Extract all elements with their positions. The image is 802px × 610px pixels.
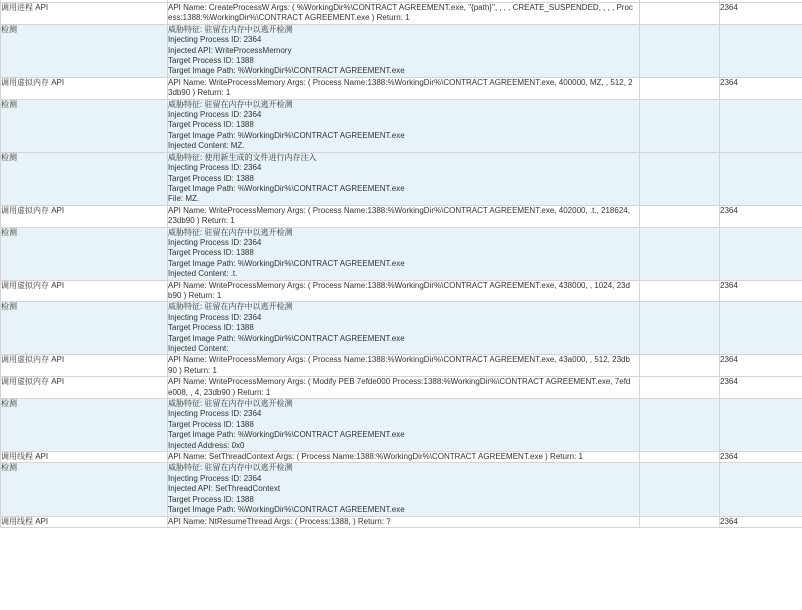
event-type-cell: 检测 bbox=[1, 152, 168, 205]
detail-line: Target Process ID: 1388 bbox=[168, 419, 254, 429]
empty-cell bbox=[640, 152, 720, 205]
detail-line: API Name: NtResumeThread Args: ( Process:1388, ) Return: ? bbox=[168, 516, 391, 526]
event-type-cell: 调用虚拟内存 API bbox=[1, 280, 168, 302]
table-row bbox=[1, 355, 802, 377]
event-detail-cell bbox=[168, 452, 640, 463]
detail-line: API Name: WriteProcessMemory Args: ( Process Name:1388:%WorkingDir%\CONTRACT AGREEMENT.exe, 438000, , 1024, 23d bbox=[168, 280, 630, 290]
empty-cell bbox=[640, 516, 720, 527]
event-type-cell: 检测 bbox=[1, 302, 168, 355]
detail-line: Injected Address: 0x0 bbox=[168, 440, 245, 450]
table-row bbox=[1, 99, 802, 152]
event-type-cell: 检测 bbox=[1, 24, 168, 77]
detail-line: e008, , 4, 23db90 ) Return: 1 bbox=[168, 387, 271, 397]
empty-cell bbox=[640, 399, 720, 452]
table-row bbox=[1, 205, 802, 227]
event-type-cell: 调用虚拟内存 API bbox=[1, 377, 168, 399]
detail-line: Injecting Process ID: 2364 bbox=[168, 237, 262, 247]
process-id-cell: 2364 bbox=[720, 516, 802, 527]
event-detail-cell bbox=[168, 3, 640, 25]
event-type-cell: 调用进程 API bbox=[1, 3, 168, 25]
detail-line: Target Process ID: 1388 bbox=[168, 323, 254, 333]
detail-line: 威胁特征: 驻留在内存中以逃开检测 bbox=[168, 99, 293, 109]
event-type-cell: 检测 bbox=[1, 463, 168, 516]
detail-line: 威胁特征: 驻留在内存中以逃开检测 bbox=[168, 302, 293, 312]
detail-line: Injecting Process ID: 2364 bbox=[168, 163, 262, 173]
table-row bbox=[1, 399, 802, 452]
behavior-log-body bbox=[1, 0, 802, 527]
detail-line: API Name: CreateProcessW Args: ( %WorkingDir%\CONTRACT AGREEMENT.exe, "{path}", , , , CREATE_SUSPENDED, , , , Proc bbox=[168, 3, 633, 12]
empty-cell bbox=[640, 24, 720, 77]
detail-line: 威胁特征: 使用新生成的文件进行内存注入 bbox=[168, 152, 317, 162]
detail-line: Target Image Path: %WorkingDir%\CONTRACT AGREEMENT.exe bbox=[168, 258, 405, 268]
detail-line: 3db90 ) Return: 1 bbox=[168, 88, 231, 98]
event-detail-cell bbox=[168, 152, 640, 205]
event-type-cell: 调用虚拟内存 API bbox=[1, 205, 168, 227]
event-detail-cell bbox=[168, 302, 640, 355]
detail-line: API Name: SetThreadContext Args: ( Process Name:1388:%WorkingDir%\CONTRACT AGREEMENT.exe ) Return: 1 bbox=[168, 452, 583, 462]
table-row bbox=[1, 24, 802, 77]
empty-cell bbox=[640, 227, 720, 280]
detail-line: API Name: WriteProcessMemory Args: ( Modify PEB 7efde000 Process:1388:%WorkingDir%\CONTRACT AGREEMENT.exe, 7efd bbox=[168, 377, 631, 387]
detail-line: Target Image Path: %WorkingDir%\CONTRACT AGREEMENT.exe bbox=[168, 66, 405, 76]
detail-line: Target Image Path: %WorkingDir%\CONTRACT AGREEMENT.exe bbox=[168, 430, 405, 440]
empty-cell bbox=[640, 302, 720, 355]
detail-line: ess:1388:%WorkingDir%\CONTRACT AGREEMENT.exe ) Return: 1 bbox=[168, 13, 410, 23]
detail-line: Injected API: WriteProcessMemory bbox=[168, 45, 292, 55]
event-detail-cell bbox=[168, 516, 640, 527]
detail-line: Injected Content: .t. bbox=[168, 269, 238, 279]
empty-cell bbox=[640, 463, 720, 516]
detail-line: Target Process ID: 1388 bbox=[168, 494, 254, 504]
table-row bbox=[1, 280, 802, 302]
detail-line: Injecting Process ID: 2364 bbox=[168, 35, 262, 45]
event-type-cell: 检测 bbox=[1, 99, 168, 152]
table-row bbox=[1, 227, 802, 280]
detail-line: 威胁特征: 驻留在内存中以逃开检测 bbox=[168, 24, 293, 34]
event-detail-cell bbox=[168, 377, 640, 399]
process-id-cell bbox=[720, 99, 802, 152]
event-detail-cell bbox=[168, 399, 640, 452]
detail-line: API Name: WriteProcessMemory Args: ( Process Name:1388:%WorkingDir%\CONTRACT AGREEMENT.exe, 402000, .t., 218624, bbox=[168, 205, 630, 215]
detail-line: 威胁特征: 驻留在内存中以逃开检测 bbox=[168, 227, 293, 237]
table-row bbox=[1, 77, 802, 99]
event-detail-cell bbox=[168, 99, 640, 152]
empty-cell bbox=[640, 377, 720, 399]
table-row bbox=[1, 302, 802, 355]
detail-line: API Name: WriteProcessMemory Args: ( Process Name:1388:%WorkingDir%\CONTRACT AGREEMENT.exe, 43a000, , 512, 23db bbox=[168, 355, 630, 365]
detail-line: Target Image Path: %WorkingDir%\CONTRACT AGREEMENT.exe bbox=[168, 333, 405, 343]
event-detail-cell bbox=[168, 205, 640, 227]
detail-line: 威胁特征: 驻留在内存中以逃开检测 bbox=[168, 399, 293, 409]
process-id-cell bbox=[720, 24, 802, 77]
detail-line: Target Process ID: 1388 bbox=[168, 120, 254, 130]
process-id-cell: 2364 bbox=[720, 355, 802, 377]
detail-line: Injected Content: bbox=[168, 344, 229, 353]
process-id-cell: 2364 bbox=[720, 77, 802, 99]
table-row bbox=[1, 452, 802, 463]
process-id-cell bbox=[720, 227, 802, 280]
event-type-cell: 调用线程 API bbox=[1, 516, 168, 527]
table-row bbox=[1, 463, 802, 516]
event-detail-cell bbox=[168, 280, 640, 302]
detail-line: Target Image Path: %WorkingDir%\CONTRACT AGREEMENT.exe bbox=[168, 505, 405, 515]
event-detail-cell bbox=[168, 227, 640, 280]
detail-line: 90 ) Return: 1 bbox=[168, 365, 217, 375]
empty-cell bbox=[640, 99, 720, 152]
event-type-cell: 调用虚拟内存 API bbox=[1, 355, 168, 377]
detail-line: Injected Content: MZ. bbox=[168, 141, 245, 151]
process-id-cell bbox=[720, 399, 802, 452]
process-id-cell bbox=[720, 152, 802, 205]
event-detail-cell bbox=[168, 77, 640, 99]
process-id-cell: 2364 bbox=[720, 205, 802, 227]
event-type-cell: 调用线程 API bbox=[1, 452, 168, 463]
empty-cell bbox=[640, 3, 720, 25]
detail-line: Injecting Process ID: 2364 bbox=[168, 409, 262, 419]
empty-cell bbox=[640, 205, 720, 227]
table-row bbox=[1, 152, 802, 205]
empty-cell bbox=[640, 355, 720, 377]
detail-line: b90 ) Return: 1 bbox=[168, 290, 222, 300]
detail-line: 23db90 ) Return: 1 bbox=[168, 216, 235, 226]
event-type-cell: 检测 bbox=[1, 227, 168, 280]
process-id-cell: 2364 bbox=[720, 377, 802, 399]
process-id-cell bbox=[720, 302, 802, 355]
detail-line: Injected API: SetThreadContext bbox=[168, 484, 281, 494]
process-id-cell: 2364 bbox=[720, 280, 802, 302]
table-row bbox=[1, 516, 802, 527]
detail-line: Injecting Process ID: 2364 bbox=[168, 110, 262, 120]
detail-line: Target Process ID: 1388 bbox=[168, 56, 254, 66]
process-id-cell: 2364 bbox=[720, 3, 802, 25]
event-detail-cell bbox=[168, 24, 640, 77]
detail-line: File: MZ. bbox=[168, 194, 200, 204]
process-id-cell: 2364 bbox=[720, 452, 802, 463]
empty-cell bbox=[640, 452, 720, 463]
detail-line: Target Process ID: 1388 bbox=[168, 173, 254, 183]
process-id-cell bbox=[720, 463, 802, 516]
event-type-cell: 检测 bbox=[1, 399, 168, 452]
event-detail-cell bbox=[168, 355, 640, 377]
empty-cell bbox=[640, 77, 720, 99]
detail-line: 威胁特征: 驻留在内存中以逃开检测 bbox=[168, 463, 293, 473]
detail-line: Target Image Path: %WorkingDir%\CONTRACT AGREEMENT.exe bbox=[168, 183, 405, 193]
detail-line: API Name: WriteProcessMemory Args: ( Process Name:1388:%WorkingDir%\CONTRACT AGREEMENT.exe, 400000, MZ, , 512, 2 bbox=[168, 77, 633, 87]
detail-line: Target Image Path: %WorkingDir%\CONTRACT AGREEMENT.exe bbox=[168, 130, 405, 140]
detail-line: Injecting Process ID: 2364 bbox=[168, 312, 262, 322]
detail-line: Injecting Process ID: 2364 bbox=[168, 473, 262, 483]
detail-line: Target Process ID: 1388 bbox=[168, 248, 254, 258]
table-row bbox=[1, 377, 802, 399]
event-type-cell: 调用虚拟内存 API bbox=[1, 77, 168, 99]
event-detail-cell bbox=[168, 463, 640, 516]
table-row bbox=[1, 3, 802, 25]
empty-cell bbox=[640, 280, 720, 302]
